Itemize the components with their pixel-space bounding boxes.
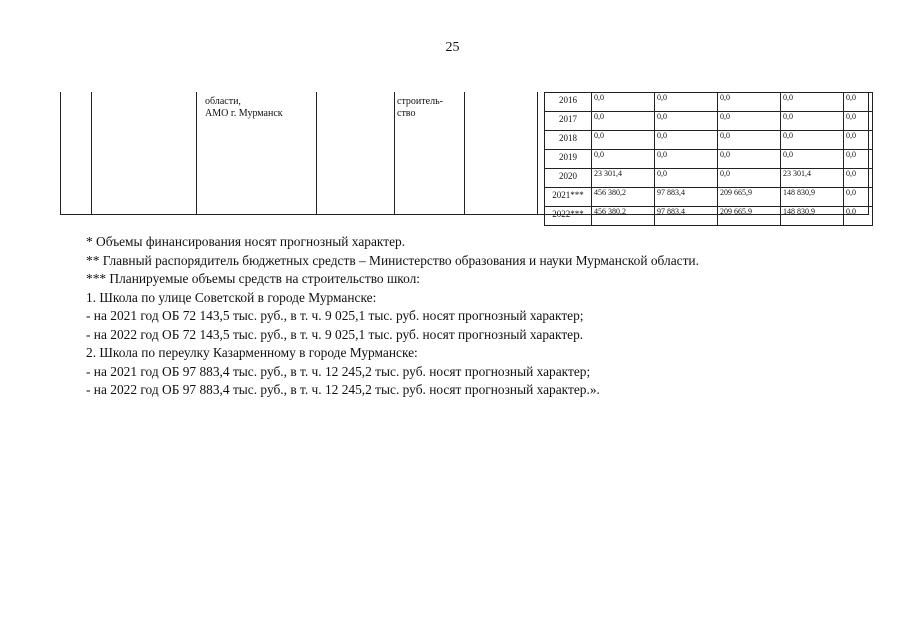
- value-cell: 23 301,4: [592, 169, 655, 188]
- table-row: [545, 93, 873, 112]
- value-cell: 0,0: [655, 93, 718, 112]
- value-cell: 0,0: [781, 93, 844, 112]
- value-cell: 209 665,9: [718, 188, 781, 207]
- table-border-col2: [196, 92, 197, 215]
- value-cell: 0,0: [844, 188, 873, 207]
- value-cell: 0,0: [844, 112, 873, 131]
- value-cell: 0,0: [655, 169, 718, 188]
- value-cell: 0,0: [781, 112, 844, 131]
- table-row: [545, 188, 873, 207]
- year-cell: 2016: [545, 93, 592, 112]
- school-1-title: 1. Школа по улице Советской в городе Мурманске:: [86, 289, 377, 305]
- value-cell: 0,0: [592, 131, 655, 150]
- table-border-col1: [91, 92, 92, 215]
- table-border-col6: [537, 92, 538, 215]
- value-cell: 148 830,9: [781, 207, 844, 226]
- footnotes: [86, 233, 699, 400]
- school-2-2021: - на 2021 год ОБ 97 883,4 тыс. руб., в т. ч. 12 245,2 тыс. руб. носят прогнозный характер;: [86, 363, 591, 379]
- value-cell: 0,0: [655, 131, 718, 150]
- value-cell: 97 883,4: [655, 207, 718, 226]
- direction-line-1: строитель-: [397, 96, 443, 107]
- footnote-planned-volumes: *** Планируемые объемы средств на строительство школ:: [86, 271, 421, 286]
- value-cell: 209 665,9: [718, 207, 781, 226]
- table-row: [545, 112, 873, 131]
- value-cell: 0,0: [592, 150, 655, 169]
- table-border-left: [60, 92, 61, 215]
- value-cell: 0,0: [844, 207, 873, 226]
- responsible-cell: [205, 96, 283, 120]
- school-2-2022: - на 2022 год ОБ 97 883,4 тыс. руб., в т. ч. 12 245,2 тыс. руб. носят прогнозный характер.».: [86, 382, 600, 397]
- value-cell: 23 301,4: [781, 169, 844, 188]
- value-cell: 0,0: [655, 112, 718, 131]
- school-1-2021: - на 2021 год ОБ 72 143,5 тыс. руб., в т. ч. 9 025,1 тыс. руб. носят прогнозный характер;: [86, 308, 584, 323]
- year-cell: 2022***: [545, 207, 592, 226]
- footnote-budget-manager: ** Главный распорядитель бюджетных средств – Министерство образования и науки Мурманской области.: [86, 252, 699, 268]
- value-cell: 0,0: [718, 131, 781, 150]
- value-cell: 0,0: [718, 169, 781, 188]
- table-border-col4: [394, 92, 395, 215]
- value-cell: 0,0: [718, 112, 781, 131]
- value-cell: 0,0: [655, 150, 718, 169]
- value-cell: 97 883,4: [655, 188, 718, 207]
- value-cell: 148 830,9: [781, 188, 844, 207]
- table-row: [545, 169, 873, 188]
- responsible-line-1: области,: [205, 96, 241, 107]
- year-cell: 2021***: [545, 188, 592, 207]
- page-number: 25: [445, 40, 460, 55]
- school-1-2022: - на 2022 год ОБ 72 143,5 тыс. руб., в т. ч. 9 025,1 тыс. руб. носят прогнозный характер.: [86, 326, 584, 342]
- table-row: [545, 207, 873, 226]
- table-row: [545, 131, 873, 150]
- value-cell: 0,0: [844, 150, 873, 169]
- table-border-col5: [464, 92, 465, 215]
- school-2-title: 2. Школа по переулку Казарменному в городе Мурманске:: [86, 345, 418, 360]
- value-cell: 0,0: [844, 93, 873, 112]
- financing-grid: [544, 92, 873, 226]
- table-border-col3: [316, 92, 317, 215]
- responsible-line-2: АМО г. Мурманск: [205, 108, 283, 119]
- direction-cell: [397, 96, 443, 120]
- value-cell: 456 380,2: [592, 188, 655, 207]
- value-cell: 0,0: [718, 150, 781, 169]
- year-cell: 2019: [545, 150, 592, 169]
- value-cell: 0,0: [844, 131, 873, 150]
- year-cell: 2017: [545, 112, 592, 131]
- footnote-forecast: * Объемы финансирования носят прогнозный характер.: [86, 234, 406, 249]
- value-cell: 0,0: [718, 93, 781, 112]
- value-cell: 0,0: [781, 150, 844, 169]
- direction-line-2: ство: [397, 108, 416, 119]
- value-cell: 0,0: [592, 93, 655, 112]
- year-cell: 2018: [545, 131, 592, 150]
- value-cell: 0,0: [781, 131, 844, 150]
- value-cell: 0,0: [592, 112, 655, 131]
- value-cell: 0,0: [844, 169, 873, 188]
- value-cell: 456 380,2: [592, 207, 655, 226]
- table-row: [545, 150, 873, 169]
- year-cell: 2020: [545, 169, 592, 188]
